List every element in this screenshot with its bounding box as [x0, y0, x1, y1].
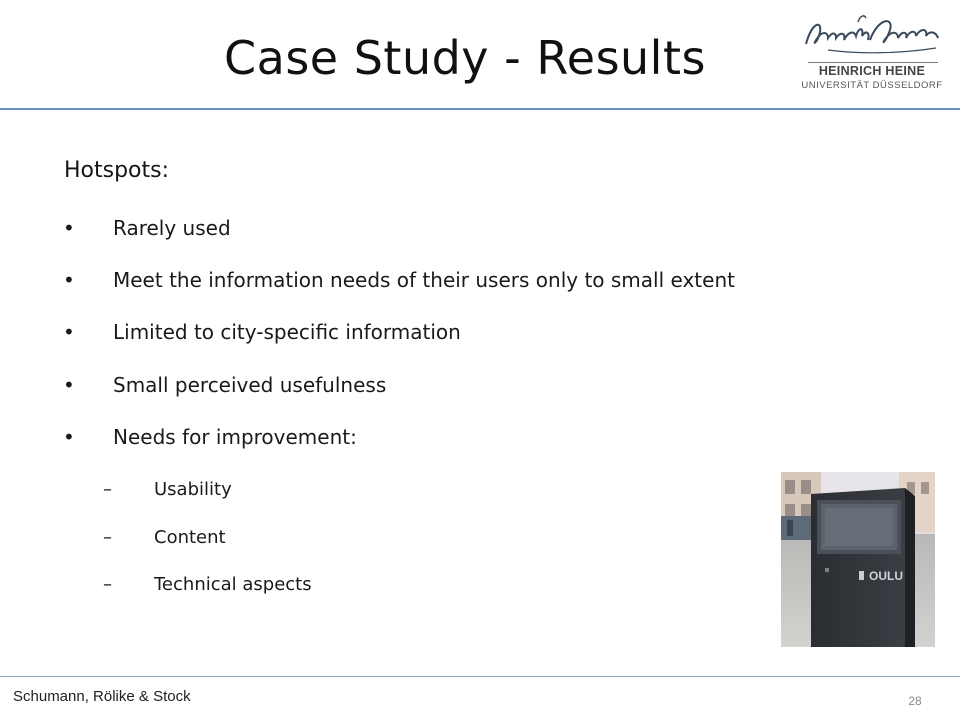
logo-divider — [808, 62, 938, 63]
sub-bullet-text: Usability — [154, 479, 232, 500]
bullet-marker: • — [63, 373, 75, 397]
kiosk-photo-image — [781, 472, 935, 647]
kiosk-sign-text: OULU — [869, 569, 903, 583]
signature-logo-icon — [798, 10, 946, 60]
bullet-marker: • — [63, 320, 75, 344]
bullet-text: Rarely used — [113, 216, 231, 240]
slide-title: Case Study - Results — [224, 31, 706, 85]
bullet-text: Limited to city-specific information — [113, 320, 461, 344]
sub-bullet-text: Technical aspects — [154, 574, 312, 595]
title-divider — [0, 108, 960, 110]
footer-divider — [0, 676, 960, 677]
hotspot-kiosk-photo — [781, 472, 935, 647]
section-heading: Hotspots: — [64, 158, 170, 183]
logo-university-city: UNIVERSITÄT DÜSSELDORF — [801, 80, 943, 91]
page-number: 28 — [908, 694, 922, 708]
bullet-marker: • — [63, 216, 75, 240]
university-logo — [798, 10, 946, 98]
sub-bullet-text: Content — [154, 527, 226, 548]
sub-bullet-marker: – — [103, 527, 112, 548]
bullet-text: Needs for improvement: — [113, 425, 357, 449]
sub-bullet-marker: – — [103, 479, 112, 500]
bullet-text: Small perceived usefulness — [113, 373, 387, 397]
bullet-marker: • — [63, 425, 75, 449]
sub-bullet-marker: – — [103, 574, 112, 595]
bullet-marker: • — [63, 268, 75, 292]
bullet-text: Meet the information needs of their users only to small extent — [113, 268, 735, 292]
footer-authors: Schumann, Rölike & Stock — [13, 688, 191, 705]
logo-university-name: HEINRICH HEINE — [818, 64, 926, 78]
